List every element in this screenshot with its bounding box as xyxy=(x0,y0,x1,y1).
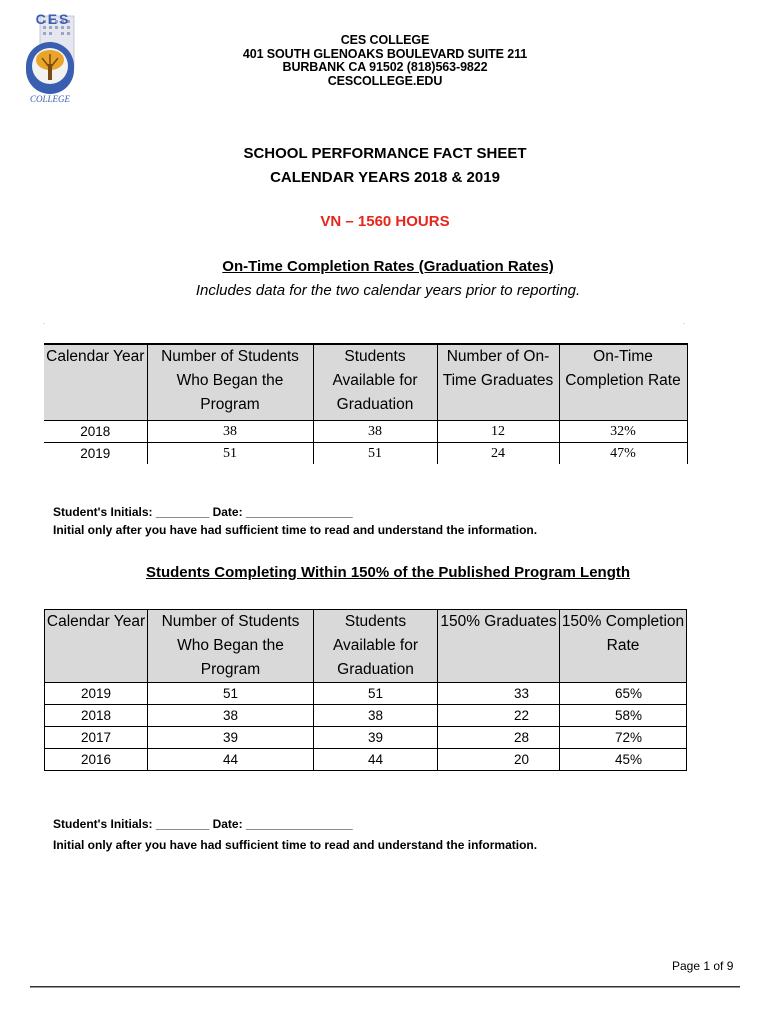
cell-began: 39 xyxy=(148,727,314,749)
school-header xyxy=(0,34,770,88)
doc-title: SCHOOL PERFORMANCE FACT SHEET xyxy=(243,145,527,162)
cell-available: 38 xyxy=(313,421,437,443)
school-address-line1: 401 SOUTH GLENOAKS BOULEVARD SUITE 211 xyxy=(242,46,528,61)
cell-graduates: 20 xyxy=(438,749,560,771)
cell-available: 51 xyxy=(314,683,438,705)
cell-graduates: 12 xyxy=(437,421,559,443)
school-address-line2: BURBANK CA 91502 (818)563-9822 xyxy=(282,60,488,74)
cell-began: 51 xyxy=(148,683,314,705)
section1-subheading: Includes data for the two calendar years prior to reporting. xyxy=(195,282,581,299)
cell-rate: 47% xyxy=(559,443,687,465)
ack-instruction-1: Initial only after you have had sufficient time to read and understand the information. xyxy=(53,523,538,537)
col-students-available: Students Available for Graduation xyxy=(314,610,438,683)
cell-rate: 58% xyxy=(560,705,687,727)
logo-letters: CES xyxy=(35,11,71,27)
school-website: CESCOLLEGE.EDU xyxy=(327,73,443,88)
cell-available: 39 xyxy=(314,727,438,749)
col-150-graduates: 150% Graduates xyxy=(438,610,560,683)
initials-date-line-1: Student's Initials: ________ Date: ________________ xyxy=(53,505,353,519)
cell-began: 44 xyxy=(148,749,314,771)
section2-heading: Students Completing Within 150% of the Published Program Length xyxy=(145,564,631,581)
table-row xyxy=(45,705,687,727)
cell-year: 2019 xyxy=(44,443,147,465)
cell-year: 2019 xyxy=(45,683,148,705)
cell-graduates: 33 xyxy=(438,683,560,705)
margin-mark-right: . xyxy=(683,320,685,326)
table-row xyxy=(45,727,687,749)
program-title: VN – 1560 HOURS xyxy=(320,213,450,230)
cell-rate: 45% xyxy=(560,749,687,771)
cell-available: 38 xyxy=(314,705,438,727)
cell-rate: 65% xyxy=(560,683,687,705)
cell-rate: 32% xyxy=(559,421,687,443)
table-row xyxy=(44,443,687,465)
logo-word: COLLEGE xyxy=(29,94,71,104)
table-header-row xyxy=(45,610,687,683)
initials-date-line-2: Student's Initials: ________ Date: ________________ xyxy=(53,817,353,831)
150-percent-completion-table xyxy=(44,609,687,771)
table-row xyxy=(45,683,687,705)
col-students-began: Number of Students Who Began the Program xyxy=(148,610,314,683)
footer-divider xyxy=(30,986,740,987)
cell-began: 38 xyxy=(147,421,313,443)
col-calendar-year: Calendar Year xyxy=(44,344,147,421)
cell-graduates: 24 xyxy=(437,443,559,465)
page-number: Page 1 of 9 xyxy=(672,959,734,973)
on-time-completion-table xyxy=(44,343,688,464)
cell-year: 2018 xyxy=(44,421,147,443)
col-ontime-graduates: Number of On-Time Graduates xyxy=(437,344,559,421)
doc-subtitle: CALENDAR YEARS 2018 & 2019 xyxy=(270,169,500,186)
col-students-began: Number of Students Who Began the Program xyxy=(147,344,313,421)
cell-year: 2017 xyxy=(45,727,148,749)
col-calendar-year: Calendar Year xyxy=(45,610,148,683)
cell-graduates: 22 xyxy=(438,705,560,727)
col-ontime-rate: On-Time Completion Rate xyxy=(559,344,687,421)
margin-mark-left: . xyxy=(43,320,45,326)
cell-began: 51 xyxy=(147,443,313,465)
cell-began: 38 xyxy=(148,705,314,727)
cell-graduates: 28 xyxy=(438,727,560,749)
cell-available: 51 xyxy=(313,443,437,465)
col-students-available: Students Available for Graduation xyxy=(313,344,437,421)
table-row xyxy=(44,421,687,443)
school-name: CES COLLEGE xyxy=(340,33,430,47)
section1-heading: On-Time Completion Rates (Graduation Rates) xyxy=(222,258,554,275)
ack-instruction-2: Initial only after you have had sufficient time to read and understand the information. xyxy=(53,838,538,852)
cell-rate: 72% xyxy=(560,727,687,749)
cell-year: 2018 xyxy=(45,705,148,727)
col-150-rate: 150% Completion Rate xyxy=(560,610,687,683)
cell-available: 44 xyxy=(314,749,438,771)
cell-year: 2016 xyxy=(45,749,148,771)
table-header-row xyxy=(44,344,687,421)
table-row xyxy=(45,749,687,771)
